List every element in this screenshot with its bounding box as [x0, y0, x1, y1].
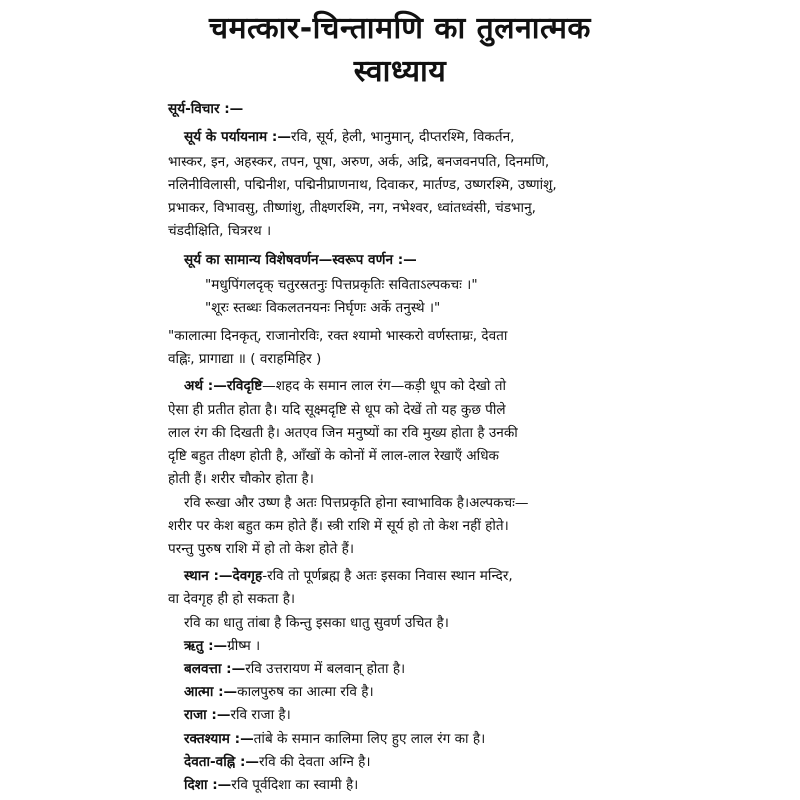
- line-text: रवि, सूर्य, हेली, भानुमान्, दीप्तरश्मि, विकर्तन,: [290, 129, 515, 145]
- text-line: [168, 517, 648, 535]
- line-text: रवि का धातु तांबा है किन्तु इसका धातु सुवर्ण उचित है।: [184, 615, 449, 631]
- line-head: राजा :—: [184, 707, 231, 723]
- text-line: [168, 350, 648, 368]
- text-line: [168, 153, 648, 171]
- line-text: रवि राजा है।: [230, 707, 291, 723]
- line-text: परन्तु पुरुष राशि में हो तो केश होते हैं।: [168, 541, 355, 557]
- line-head: बलवत्ता :—: [184, 661, 246, 677]
- line-text: रवि की देवता अग्नि है।: [258, 754, 371, 770]
- line-text: भास्कर, इन, अहस्कर, तपन, पूषा, अरुण, अर्क, अद्रि, बनजवनपति, दिनमणि,: [168, 154, 550, 170]
- line-text: नलिनीविलासी, पद्मिनीश, पद्मिनीप्राणनाथ, दिवाकर, मार्तण्ड, उष्णरश्मि, उष्णांशु,: [168, 177, 557, 193]
- line-text: रवि पूर्वदिशा का स्वामी है।: [231, 777, 359, 793]
- line-text: वा देवगृह ही हो सकता है।: [168, 591, 296, 607]
- line-text: प्रभाकर, विभावसु, तीष्णांशु, तीक्ष्णरश्मि, नग, नभेश्वर, ध्वांतध्वंसी, चंडभानु,: [168, 200, 536, 216]
- text-line: [168, 470, 648, 488]
- line-text: रवि रूखा और उष्ण है अतः पित्तप्रकृति होना स्वाभाविक है।अल्पकचः—: [184, 495, 529, 511]
- text-line: [168, 590, 648, 608]
- text-line: [168, 176, 648, 194]
- line-text: चंडदीक्षिति, चित्ररथ ।: [168, 223, 272, 239]
- line-head: सूर्य-विचार :—: [168, 101, 244, 117]
- text-line: [184, 730, 664, 748]
- text-line: [184, 660, 664, 678]
- line-text: ऐसा ही प्रतीत होता है। यदि सूक्ष्मदृष्टि से धूप को देखें तो यह कुछ पीले: [168, 402, 506, 418]
- line-text: "शूरः स्तब्धः विकलतनयनः निर्घृणः अर्के तनुस्थे ।": [205, 300, 441, 316]
- text-line: [184, 753, 664, 771]
- text-line: [184, 567, 664, 585]
- text-line: [184, 683, 664, 701]
- text-line: [168, 199, 648, 217]
- line-head: रक्तश्याम :—: [184, 731, 254, 747]
- line-text: रवि उत्तरायण में बलवान् होता है।: [245, 661, 406, 677]
- text-line: [168, 447, 648, 465]
- line-text: "मधुपिंगलदृक् चतुरस्रतनुः पित्तप्रकृतिः सविताऽल्पकचः ।": [205, 277, 478, 293]
- text-line: [184, 706, 664, 724]
- line-text: -रवि तो पूर्णब्रह्म है अतः इसका निवास स्थान मन्दिर,: [262, 568, 513, 584]
- line-head: ऋतु :—: [184, 638, 228, 654]
- text-line: [184, 776, 664, 794]
- line-text: तांबे के समान कालिमा लिए हुए लाल रंग का है।: [253, 731, 486, 747]
- line-head: सूर्य का सामान्य विशेषवर्णन—स्वरूप वर्णन :—: [184, 252, 417, 268]
- text-line: [168, 100, 648, 118]
- sloka-line: [205, 276, 685, 294]
- line-head: स्थान :—देवगृह: [184, 568, 263, 584]
- text-line: [184, 637, 664, 655]
- line-text: ग्रीष्म ।: [227, 638, 261, 654]
- title-line-2: स्वाध्याय: [353, 54, 447, 89]
- line-head: दिशा :—: [184, 777, 232, 793]
- text-line: [168, 540, 648, 558]
- line-text: वह्निः, प्रागाद्या ॥ ( वराहमिहिर ): [168, 351, 322, 367]
- text-line: [184, 614, 664, 632]
- text-line: [184, 251, 664, 269]
- line-text: शरीर पर केश बहुत कम होते हैं। स्त्री राशि में सूर्य हो तो केश नहीं होते।: [168, 518, 509, 534]
- text-line: [168, 222, 648, 240]
- text-line: [184, 494, 664, 512]
- line-head: अर्थ :—रविदृष्टि: [184, 378, 263, 394]
- line-head: सूर्य के पर्यायनाम :—: [184, 129, 291, 145]
- line-text: होती हैं। शरीर चौकोर होता है।: [168, 471, 314, 487]
- text-line: [184, 377, 664, 395]
- text-line: [168, 327, 648, 345]
- line-text: "कालात्मा दिनकृत्, राजानोरविः, रक्त श्यामो भास्करो वर्णस्ताम्रः, देवता: [168, 328, 508, 344]
- line-head: देवता-वह्नि :—: [184, 754, 259, 770]
- line-text: दृष्टि बहुत तीक्ष्ण होती है, आँखों के कोनों में लाल-लाल रेखाएँ अधिक: [168, 448, 499, 464]
- title-line-1: चमत्कार-चिन्तामणि का तुलनात्मक: [209, 11, 591, 46]
- text-line: [168, 401, 648, 419]
- line-head: आत्मा :—: [184, 684, 238, 700]
- line-text: कालपुरुष का आत्मा रवि है।: [237, 684, 374, 700]
- line-text: लाल रंग की दिखती है। अतएव जिन मनुष्यों का रवि मुख्य होता है उनकी: [168, 425, 518, 441]
- line-text: —शहद के समान लाल रंग—कड़ी धूप को देखो तो: [262, 378, 506, 394]
- text-line: [184, 128, 664, 146]
- text-line: [168, 424, 648, 442]
- sloka-line: [205, 299, 685, 317]
